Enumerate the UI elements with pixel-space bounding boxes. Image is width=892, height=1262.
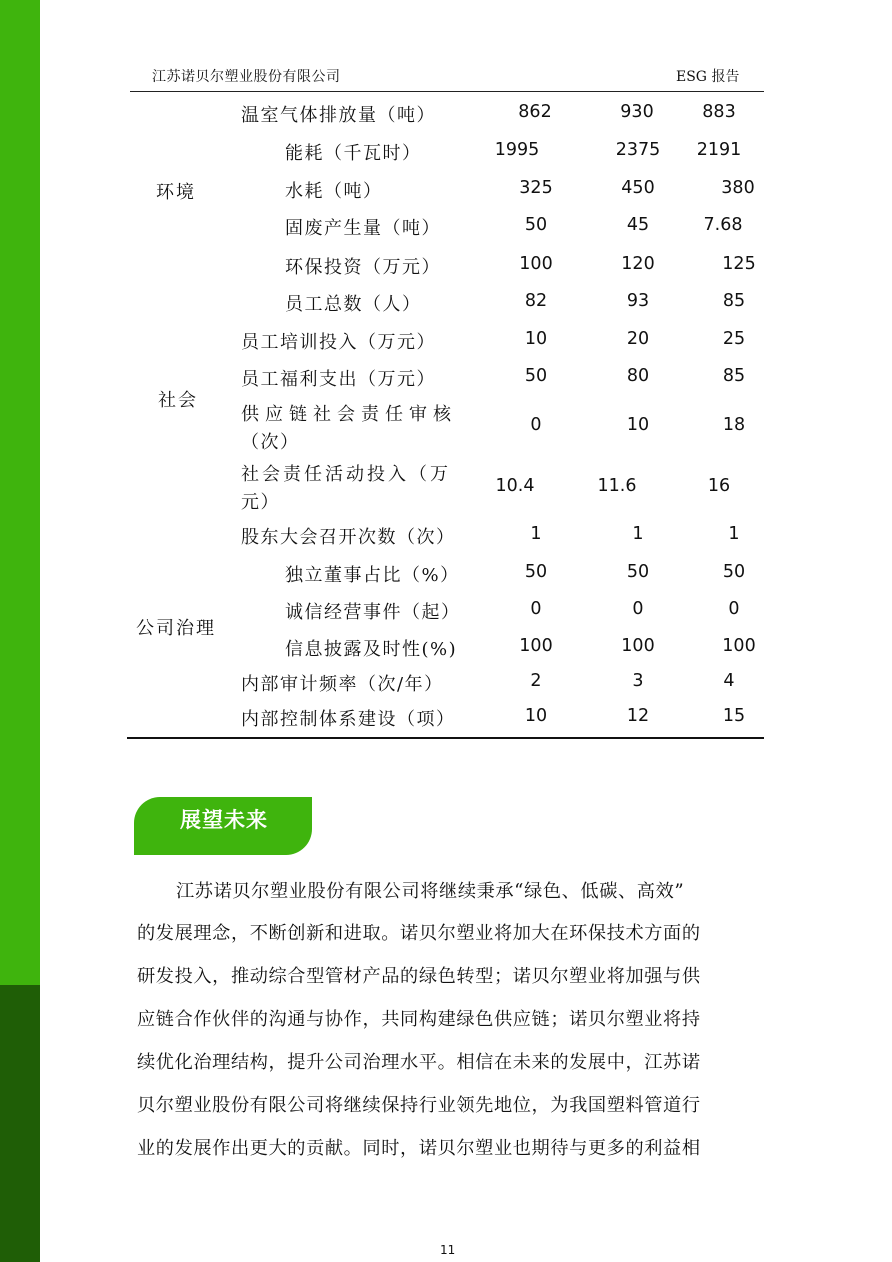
paragraph-line: 应链合作伙伴的沟通与协作，共同构建绿色供应链；诺贝尔塑业将持: [137, 1009, 701, 1030]
value-year2: 45: [626, 215, 650, 235]
value-year2: 93: [626, 291, 650, 311]
category-governance: 公司治理: [136, 618, 216, 639]
left-dark-green-band: [0, 985, 40, 1262]
row-label-line2: 元）: [241, 492, 280, 513]
page-number: 11: [440, 1243, 456, 1257]
value-year2: 11.6: [597, 476, 637, 496]
value-year3: 18: [722, 415, 746, 435]
value-year3: 25: [722, 329, 746, 349]
value-year3: 1: [728, 524, 740, 544]
value-year2: 12: [626, 706, 650, 726]
value-year3: 50: [722, 562, 746, 582]
value-year3: 100: [722, 636, 756, 656]
value-year2: 2375: [615, 140, 661, 160]
value-year1: 50: [524, 562, 548, 582]
paragraph-line: 江苏诺贝尔塑业股份有限公司将继续秉承“绿色、低碳、高效”: [176, 881, 685, 902]
value-year2: 930: [620, 102, 654, 122]
paragraph-line: 研发投入，推动综合型管材产品的绿色转型；诺贝尔塑业将加强与供: [137, 966, 701, 987]
row-label: 员工福利支出（万元）: [241, 369, 436, 390]
value-year1: 100: [519, 254, 553, 274]
row-label: 水耗（吨）: [285, 181, 383, 202]
row-label-line2: （次）: [241, 432, 300, 453]
value-year3: 16: [707, 476, 731, 496]
value-year3: 15: [722, 706, 746, 726]
value-year2: 10: [626, 415, 650, 435]
row-label: 环保投资（万元）: [285, 257, 441, 278]
value-year1: 2: [530, 671, 542, 691]
category-social: 社会: [158, 390, 198, 411]
value-year1: 1995: [494, 140, 540, 160]
value-year2: 0: [632, 599, 644, 619]
value-year3: 125: [722, 254, 756, 274]
value-year2: 1: [632, 524, 644, 544]
value-year2: 450: [621, 178, 655, 198]
value-year3: 380: [721, 178, 755, 198]
table-bottom-rule: [127, 737, 764, 739]
row-label: 固废产生量（吨）: [285, 218, 441, 239]
row-label: 股东大会召开次数（次）: [241, 527, 456, 548]
category-environment: 环境: [156, 182, 196, 203]
row-label: 内部审计频率（次/年）: [241, 674, 444, 695]
row-label-line1: 社会责任活动投入（万: [241, 464, 451, 485]
value-year2: 120: [621, 254, 655, 274]
row-label: 独立董事占比（%）: [285, 565, 460, 586]
value-year1: 10: [524, 329, 548, 349]
value-year2: 100: [621, 636, 655, 656]
header-company-name: 江苏诺贝尔塑业股份有限公司: [152, 69, 341, 85]
value-year3: 0: [728, 599, 740, 619]
left-green-band: [0, 0, 40, 985]
value-year2: 80: [626, 366, 650, 386]
paragraph-line: 贝尔塑业股份有限公司将继续保持行业领先地位，为我国塑料管道行: [137, 1095, 701, 1116]
section-title: 展望未来: [180, 808, 268, 832]
value-year1: 50: [524, 215, 548, 235]
value-year2: 20: [626, 329, 650, 349]
value-year2: 50: [626, 562, 650, 582]
value-year3: 883: [702, 102, 736, 122]
paragraph-line: 续优化治理结构，提升公司治理水平。相信在未来的发展中，江苏诺: [137, 1052, 701, 1073]
row-label-line1: 供应链社会责任审核: [241, 404, 457, 425]
value-year2: 3: [632, 671, 644, 691]
value-year1: 100: [519, 636, 553, 656]
value-year1: 10.4: [495, 476, 535, 496]
paragraph-line: 业的发展作出更大的贡献。同时，诺贝尔塑业也期待与更多的利益相: [137, 1138, 701, 1159]
value-year1: 10: [524, 706, 548, 726]
value-year1: 0: [530, 415, 542, 435]
value-year3: 85: [722, 291, 746, 311]
value-year3: 85: [722, 366, 746, 386]
row-label: 员工培训投入（万元）: [241, 332, 436, 353]
row-label: 信息披露及时性(%): [285, 639, 458, 660]
value-year1: 0: [530, 599, 542, 619]
value-year1: 50: [524, 366, 548, 386]
row-label: 温室气体排放量（吨）: [241, 105, 436, 126]
row-label: 内部控制体系建设（项）: [241, 709, 456, 730]
value-year1: 325: [519, 178, 553, 198]
value-year3: 2191: [696, 140, 742, 160]
header-rule: [130, 91, 764, 92]
value-year3: 4: [723, 671, 735, 691]
value-year1: 82: [524, 291, 548, 311]
header-report-title: ESG 报告: [676, 69, 740, 85]
paragraph-line: 的发展理念，不断创新和进取。诺贝尔塑业将加大在环保技术方面的: [137, 923, 701, 944]
row-label: 诚信经营事件（起）: [285, 602, 461, 623]
row-label: 能耗（千瓦时）: [285, 143, 422, 164]
value-year1: 1: [530, 524, 542, 544]
row-label: 员工总数（人）: [285, 294, 422, 315]
value-year3: 7.68: [703, 215, 743, 235]
value-year1: 862: [518, 102, 552, 122]
